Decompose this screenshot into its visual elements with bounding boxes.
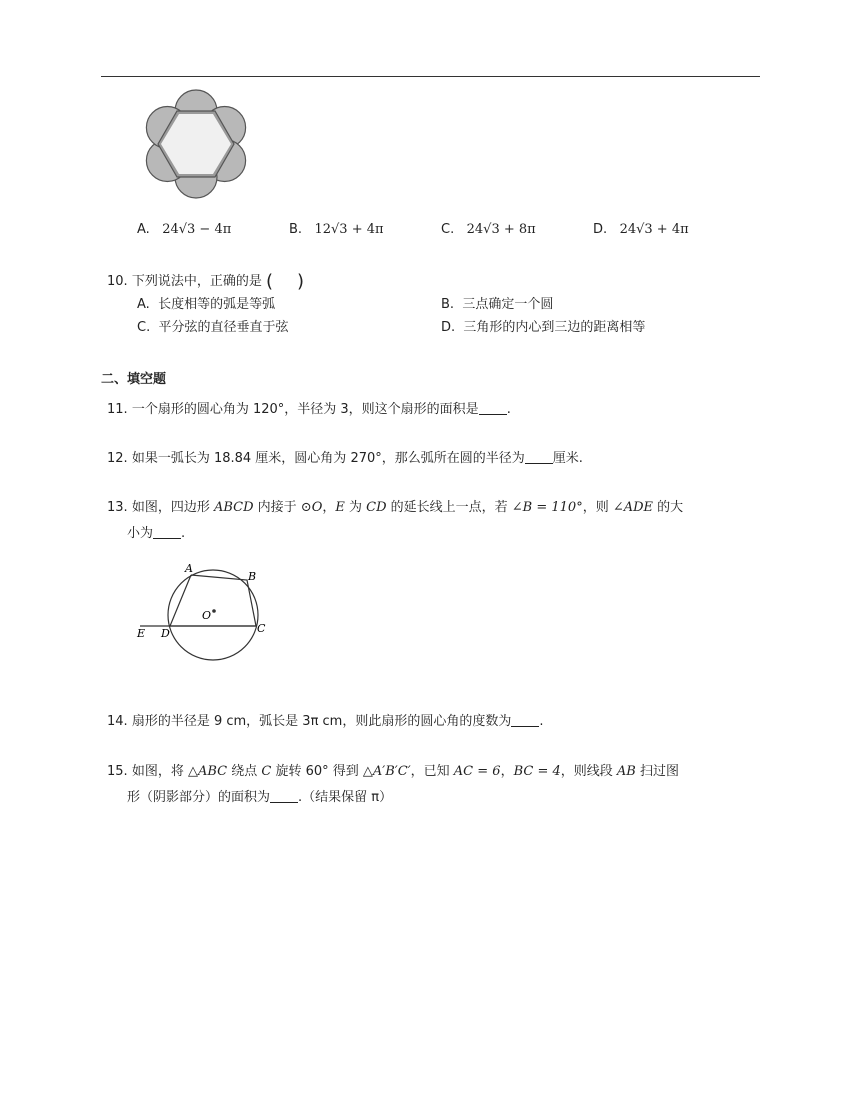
q13-line2: 小为 . (127, 526, 186, 541)
header-rule (101, 76, 760, 77)
hexagon-petal-figure (140, 88, 252, 200)
q13-line1: 13. 如图，四边形 ABCD 内接于 ⊙O，E 为 CD 的延长线上一点，若 ∠B = 110°，则 ∠ADE 的大 (107, 500, 684, 515)
label-d: D (161, 627, 170, 640)
answer-blank (479, 402, 507, 415)
label-c: C (257, 622, 266, 635)
label-o: O (202, 609, 212, 622)
center-o-dot (212, 609, 216, 613)
label-e: E (137, 627, 146, 640)
q10-stem: 10. 下列说法中，正确的是 ( ) (107, 271, 305, 292)
cyclic-quadrilateral-figure (134, 560, 274, 664)
q10-option-c: C. 平分弦的直径垂直于弦 (137, 320, 289, 335)
q9-option-a: A. 24√3 − 4π (137, 222, 232, 237)
q10-option-a: A. 长度相等的弧是等弧 (137, 297, 276, 312)
q10-option-d: D. 三角形的内心到三边的距离相等 (441, 320, 646, 335)
quad-abcd (170, 575, 256, 626)
q9-option-d: D. 24√3 + 4π (593, 222, 689, 237)
q15-line1: 15. 如图，将 △ABC 绕点 C 旋转 60° 得到 △A′B′C′，已知 AC = 6，BC = 4，则线段 AB 扫过图 (107, 764, 679, 779)
answer-blank (270, 790, 298, 803)
circle-o (168, 570, 258, 660)
label-b: B (248, 570, 257, 583)
label-a: A (185, 562, 193, 575)
q14: 14. 扇形的半径是 9 cm，弧长是 3π cm，则此扇形的圆心角的度数为 . (107, 714, 544, 729)
q12: 12. 如果一弧长为 18.84 厘米，圆心角为 270°，那么弧所在圆的半径为 厘米. (107, 451, 583, 466)
q10-option-b: B. 三点确定一个圆 (441, 297, 554, 312)
q15-line2: 形（阴影部分）的面积为 .（结果保留 π） (127, 790, 393, 805)
q9-option-b: B. 12√3 + 4π (289, 222, 384, 237)
q9-option-c: C. 24√3 + 8π (441, 222, 536, 237)
answer-blank (511, 714, 539, 727)
q11: 11. 一个扇形的圆心角为 120°，半径为 3，则这个扇形的面积是 . (107, 402, 511, 417)
answer-blank (525, 451, 553, 464)
answer-blank (153, 526, 181, 539)
section-title: 二、填空题 (101, 372, 167, 387)
